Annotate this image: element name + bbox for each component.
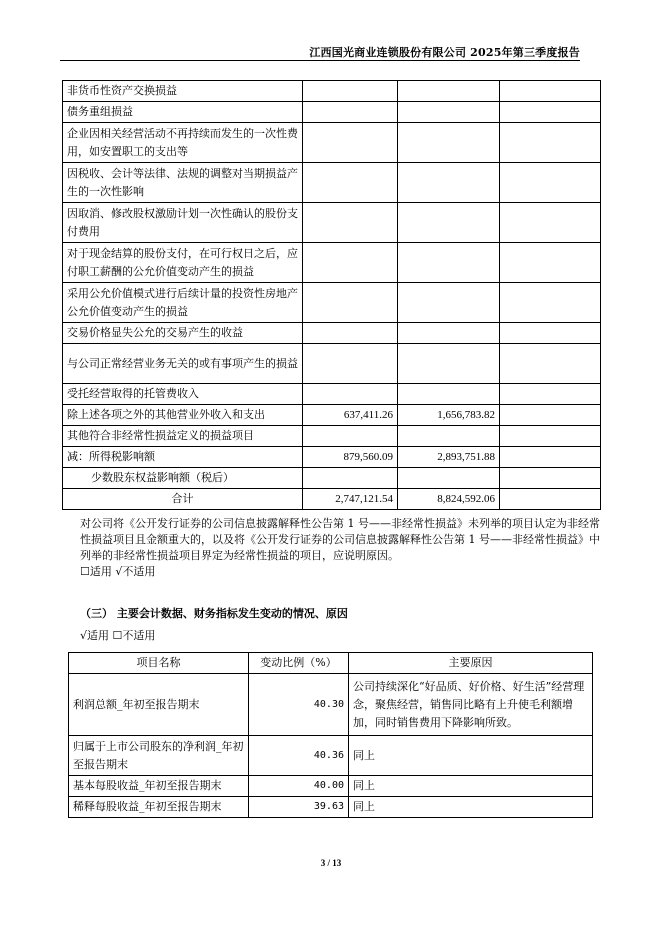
row-value: 879,560.09 <box>303 447 398 468</box>
row-value <box>500 203 601 243</box>
header-rule <box>60 60 580 61</box>
row-value <box>500 163 601 203</box>
main-reason: 同上 <box>349 776 593 797</box>
item-name: 稀释每股收益_年初至报告期末 <box>69 797 249 818</box>
explanation-applicability: ☐适用 √不适用 <box>80 565 156 578</box>
header-change-ratio: 变动比例（%） <box>249 653 349 674</box>
page-number: 3 / 13 <box>320 858 342 868</box>
row-value <box>398 102 500 123</box>
row-value <box>500 323 601 344</box>
table-row <box>69 776 593 797</box>
row-label: 少数股东权益影响额（税后） <box>63 468 303 489</box>
table-row <box>69 674 593 736</box>
row-value <box>303 203 398 243</box>
main-reason: 公司持续深化“好品质、好价格、好生活”经营理念，聚焦经营，销售同比略有上升使毛利额增加，同时销售费用下降影响所致。 <box>349 674 593 736</box>
row-value <box>398 426 500 447</box>
explanation-paragraph <box>80 516 600 580</box>
table-row <box>63 405 601 426</box>
row-value <box>303 123 398 163</box>
page-header: 江西国光商业连锁股份有限公司 2025年第三季度报告 <box>309 46 580 59</box>
table-row <box>63 344 601 384</box>
row-value <box>500 243 601 283</box>
row-label: 除上述各项之外的其他营业外收入和支出 <box>63 405 303 426</box>
table-row <box>63 384 601 405</box>
change-ratio: 40.30 <box>249 674 349 736</box>
row-value <box>500 102 601 123</box>
row-label: 因税收、会计等法律、法规的调整对当期损益产生的一次性影响 <box>63 163 303 203</box>
table-row <box>63 203 601 243</box>
table-row <box>63 489 601 510</box>
row-value <box>398 344 500 384</box>
row-value <box>500 81 601 102</box>
row-label: 与公司正常经营业务无关的或有事项产生的损益 <box>63 344 303 384</box>
main-reason: 同上 <box>349 797 593 818</box>
table-row <box>63 243 601 283</box>
table-row <box>63 81 601 102</box>
row-value <box>500 344 601 384</box>
row-value <box>398 203 500 243</box>
row-value <box>500 489 601 510</box>
row-value: 2,747,121.54 <box>303 489 398 510</box>
change-ratio: 40.00 <box>249 776 349 797</box>
row-value <box>303 426 398 447</box>
row-label: 非货币性资产交换损益 <box>63 81 303 102</box>
section-heading: （三） 主要会计数据、财务指标发生变动的情况、原因 <box>80 607 348 620</box>
row-value <box>500 123 601 163</box>
item-name: 利润总额_年初至报告期末 <box>69 674 249 736</box>
row-value <box>303 243 398 283</box>
row-value <box>398 81 500 102</box>
row-label: 交易价格显失公允的交易产生的收益 <box>63 323 303 344</box>
item-name: 归属于上市公司股东的净利润_年初至报告期末 <box>69 736 249 776</box>
row-value <box>398 123 500 163</box>
row-value: 637,411.26 <box>303 405 398 426</box>
row-value: 2,893,751.88 <box>398 447 500 468</box>
header-main-reason: 主要原因 <box>349 653 593 674</box>
row-label: 合计 <box>63 489 303 510</box>
row-label: 受托经营取得的托管费收入 <box>63 384 303 405</box>
change-ratio: 39.63 <box>249 797 349 818</box>
row-value <box>398 163 500 203</box>
row-value <box>500 426 601 447</box>
row-value <box>398 384 500 405</box>
table-row <box>63 102 601 123</box>
row-value <box>500 447 601 468</box>
row-value <box>303 81 398 102</box>
change-ratio: 40.36 <box>249 736 349 776</box>
row-value <box>500 405 601 426</box>
row-value <box>303 102 398 123</box>
row-value <box>303 283 398 323</box>
table-row <box>63 468 601 489</box>
row-value <box>500 468 601 489</box>
table-row <box>63 123 601 163</box>
table-row <box>69 797 593 818</box>
header-item-name: 项目名称 <box>69 653 249 674</box>
row-label: 其他符合非经常性损益定义的损益项目 <box>63 426 303 447</box>
row-value <box>303 344 398 384</box>
row-value <box>398 283 500 323</box>
change-reasons-table <box>68 652 593 818</box>
row-label: 因取消、修改股权激励计划一次性确认的股份支付费用 <box>63 203 303 243</box>
row-value: 1,656,783.82 <box>398 405 500 426</box>
row-value <box>398 243 500 283</box>
row-value <box>398 323 500 344</box>
row-value <box>303 163 398 203</box>
row-value: 8,824,592.06 <box>398 489 500 510</box>
table-row <box>63 323 601 344</box>
row-value <box>303 384 398 405</box>
row-value <box>398 468 500 489</box>
table-row <box>63 447 601 468</box>
row-label: 对于现金结算的股份支付，在可行权日之后，应付职工薪酬的公允价值变动产生的损益 <box>63 243 303 283</box>
row-label: 采用公允价值模式进行后续计量的投资性房地产公允价值变动产生的损益 <box>63 283 303 323</box>
row-value <box>500 283 601 323</box>
explanation-text: 对公司将《公开发行证券的公司信息披露解释性公告第 1 号——非经常性损益》未列举的项目认定为非经常性损益项目且金额重大的，以及将《公开发行证券的公司信息披露解释性公告第 1 号——非经常性损益》中列举的非经常性损益项目界定为经常性损益的项目，应说明原因。 <box>80 517 600 562</box>
row-value <box>500 384 601 405</box>
table-row <box>63 283 601 323</box>
table-row <box>63 426 601 447</box>
row-value <box>303 323 398 344</box>
section-applicability: √适用 ☐不适用 <box>80 629 156 642</box>
row-label: 减：所得税影响额 <box>63 447 303 468</box>
table-row <box>63 163 601 203</box>
row-label: 债务重组损益 <box>63 102 303 123</box>
row-value <box>303 468 398 489</box>
item-name: 基本每股收益_年初至报告期末 <box>69 776 249 797</box>
non-recurring-gains-table <box>62 80 601 510</box>
main-reason: 同上 <box>349 736 593 776</box>
row-label: 企业因相关经营活动不再持续而发生的一次性费用，如安置职工的支出等 <box>63 123 303 163</box>
table-row <box>69 736 593 776</box>
